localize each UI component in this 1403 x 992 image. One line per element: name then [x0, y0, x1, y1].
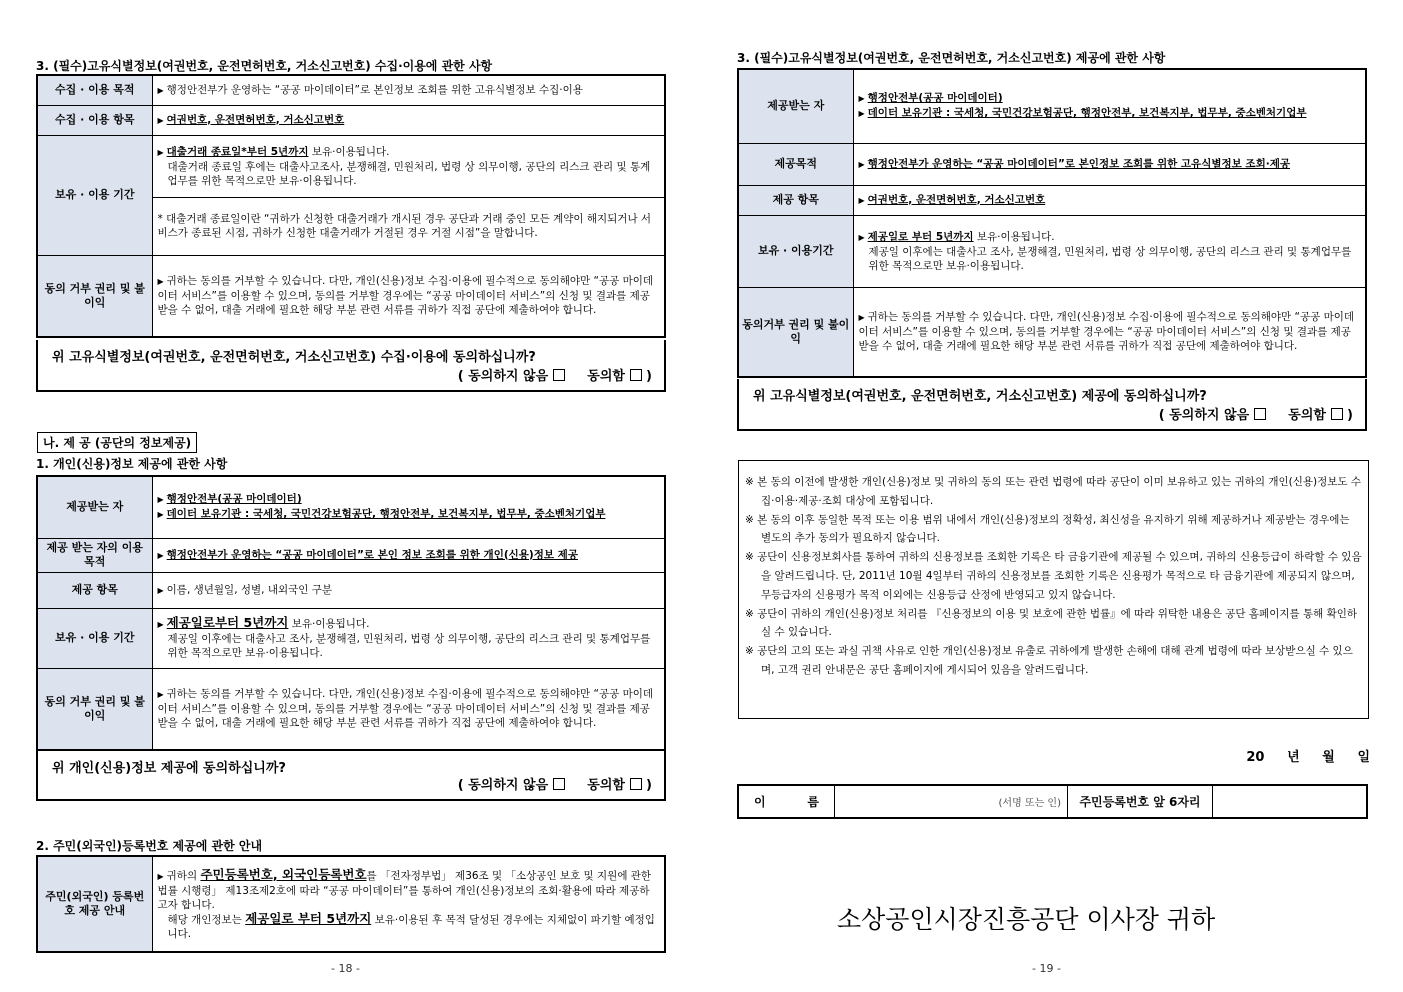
- row-label: 보유 · 이용 기간: [37, 608, 152, 668]
- row-label: 제공받는 자: [738, 69, 853, 143]
- notice-box: [738, 460, 1369, 719]
- row-label: 동의거부 권리 및 불이익: [738, 287, 853, 377]
- notice-item: ※ 본 동의 이후 동일한 목적 또는 이용 범위 내에서 개인(신용)정보의 정확성, 최신성을 유지하기 위해 제공하거나 제공받는 경우에는 별도의 추가 동의가 필요하지 않습니다.: [745, 513, 1350, 545]
- date-line: 20 년 월 일: [1246, 750, 1370, 765]
- row-value: ▶ 제공일로부터 5년까지 보유·이용됩니다. 제공일 이후에는 대출사고 조사, 분쟁해결, 민원처리, 법령 상 의무이행, 공단의 리스크 관리 및 통계업무를 위한 목적으로만 보유·이용됩니다.: [152, 608, 665, 668]
- row-value: ▶ 제공일로 부터 5년까지 보유·이용됩니다. 제공일 이후에는 대출사고 조사, 분쟁해결, 민원처리, 법령 상 의무이행, 공단의 리스크 관리 및 통계업무를 위한 목적으로만 보유·이용됩니다.: [853, 215, 1366, 287]
- agree-checkbox[interactable]: [630, 778, 642, 790]
- left-na-heading: 나. 제 공 (공단의 정보제공): [37, 432, 197, 453]
- notice-item: ※ 공단이 귀하의 개인(신용)정보 처리를 『신용정보의 이용 및 보호에 관한 법률』에 따라 위탁한 내용은 공단 홈페이지를 통해 확인하실 수 있습니다.: [745, 607, 1358, 639]
- agree-checkbox[interactable]: [1331, 408, 1343, 420]
- left-provision1-heading: 1. 개인(신용)정보 제공에 관한 사항: [36, 457, 228, 471]
- row-value: ▶ 행정안전부(공공 마이데이터) ▶ 데이터 보유기관 : 국세청, 국민건강보험공단, 행정안전부, 보건복지부, 법무부, 중소벤처기업부: [152, 476, 665, 538]
- row-label: 수집 · 이용 항목: [37, 105, 152, 135]
- id-number-label: 주민등록번호 앞 6자리: [1068, 786, 1213, 817]
- row-label: 수집 · 이용 목적: [37, 75, 152, 105]
- row-label: 제공 항목: [37, 572, 152, 608]
- decline-checkbox[interactable]: [553, 369, 565, 381]
- signature-hint: (서명 또는 인): [998, 798, 1061, 809]
- right-unique-id-provision-table: [737, 68, 1367, 378]
- row-value: ▶ 귀하의 주민등록번호, 외국인등록번호를 「전자정부법」 제36조 및 「소상공인 보호 및 지원에 관한 법률 시행령」 제13조제2호에 따라 “공공 마이데이터”를 통하여 개인(신용)정보의 조회·활용에 따라 제공하고자 합니다. 해당 개인정보는 제공일로 부터 5년까지 보유·이용된 후 목적 달성된 경우에는 지체없이 파기할 예정입니다.: [152, 856, 665, 952]
- agree-checkbox[interactable]: [630, 369, 642, 381]
- left-consent-question-1: 위 고유식별정보(여권번호, 운전면허번호, 거소신고번호) 수집·이용에 동의하십니까? ( 동의하지 않음 동의함 ): [36, 340, 666, 392]
- notice-item: ※ 본 동의 이전에 발생한 개인(신용)정보 및 귀하의 동의 또는 관련 법령에 따라 공단이 이미 보유하고 있는 귀하의 개인(신용)정보도 수집·이용·제공·조회 대상에 포함됩니다.: [745, 476, 1362, 507]
- notice-item: ※ 공단이 신용정보회사를 통하여 귀하의 신용정보를 조회한 기록은 타 금융기관에 제공될 수 있으며, 귀하의 신용등급이 하락할 수 있음을 알려드립니다. 단, 2011년 10월 4일부터 귀하의 신용정보를 조회한 기록은 신용평가 목적으로 타 금융기관에 제공되지 않으며, 무등급자의 신용평가 목적 이외에는 신용등급 산정에 반영되고 있지 않습니다.: [745, 551, 1362, 601]
- row-label: 동의 거부 권리 및 불이익: [37, 255, 152, 337]
- row-label: 제공받는 자: [37, 476, 152, 538]
- right-consent-question: 위 고유식별정보(여권번호, 운전면허번호, 거소신고번호) 제공에 동의하십니까? ( 동의하지 않음 동의함 ): [737, 379, 1367, 431]
- row-value: ▶ 대출거래 종료일*부터 5년까지 보유·이용됩니다. 대출거래 종료일 후에는 대출사고조사, 분쟁해결, 민원처리, 법령 상 의무이행, 공단의 리스크 관리 및 통계업무를 위한 목적으로만 보유·이용됩니다.: [152, 135, 665, 197]
- row-value: ▶ 여권번호, 운전면허번호, 거소신고번호: [152, 105, 665, 135]
- left-resident-number-table: [36, 855, 666, 953]
- row-label: 제공 항목: [738, 185, 853, 215]
- decline-checkbox[interactable]: [1254, 408, 1266, 420]
- id-number-field[interactable]: [1213, 786, 1366, 817]
- row-label: 동의 거부 권리 및 불이익: [37, 668, 152, 750]
- left-unique-id-collection-table: [36, 74, 666, 338]
- row-footnote: * 대출거래 종료일이란 “귀하가 신청한 대출거래가 개시된 경우 공단과 거래 중인 모든 계약이 해지되거나 서비스가 종료된 시점, 귀하가 신청한 대출거래가 거절된 경우 거절 시점”을 말합니다.: [152, 197, 665, 255]
- signature-row: [737, 784, 1368, 819]
- name-label: 이 름: [739, 786, 835, 817]
- row-value: ▶ 행정안전부가 운영하는 “공공 마이데이터”로 본인 정보 조회를 위한 개인(신용)정보 제공: [152, 538, 665, 572]
- row-label: 제공 받는 자의 이용 목적: [37, 538, 152, 572]
- notice-item: ※ 공단의 고의 또는 과실 귀책 사유로 인한 개인(신용)정보 유출로 귀하에게 발생한 손해에 대해 관계 법령에 따라 보상받으실 수 있으며, 고객 권리 안내문은 공단 홈페이지에 게시되어 있음을 알려드립니다.: [745, 645, 1353, 676]
- row-value: ▶ 이름, 생년월일, 성별, 내외국인 구분: [152, 572, 665, 608]
- left-consent-question-2: 위 개인(신용)정보 제공에 동의하십니까? ( 동의하지 않음 동의함 ): [36, 751, 666, 801]
- row-label: 보유 · 이용 기간: [37, 135, 152, 255]
- right-page-number: - 19 -: [1032, 962, 1061, 975]
- left-page-number: - 18 -: [331, 962, 360, 975]
- row-value: ▶ 귀하는 동의를 거부할 수 있습니다. 다만, 개인(신용)정보 수집·이용에 필수적으로 동의해야만 “공공 마이데이터 서비스”를 이용할 수 있으며, 동의를 거부할 경우에는 “공공 마이데이터 서비스”의 신청 및 결과를 제공받을 수 없어, 대출 거래에 필요한 해당 부분 관련 서류를 귀하가 직접 공단에 제출하여야 합니다.: [152, 255, 665, 337]
- decline-checkbox[interactable]: [553, 778, 565, 790]
- right-section3-heading: 3. (필수)고유식별정보(여권번호, 운전면허번호, 거소신고번호) 제공에 관한 사항: [737, 51, 1166, 65]
- row-label: 제공목적: [738, 143, 853, 185]
- row-value: ▶ 행정안전부가 운영하는 “공공 마이데이터”로 본인정보 조회를 위한 고유식별정보 수집·이용: [152, 75, 665, 105]
- left-credit-info-provision-table: [36, 475, 666, 751]
- row-label: 보유 · 이용기간: [738, 215, 853, 287]
- row-value: ▶ 귀하는 동의를 거부할 수 있습니다. 다만, 개인(신용)정보 수집·이용에 필수적으로 동의해야만 “공공 마이데이터 서비스”를 이용할 수 있으며, 동의를 거부할 경우에는 “공공 마이데이터 서비스”의 신청 및 결과를 제공받을 수 없어, 대출 거래에 필요한 해당 부분 관련 서류를 귀하가 직접 공단에 제출하여야 합니다.: [152, 668, 665, 750]
- row-value: ▶ 행정안전부가 운영하는 “공공 마이데이터”로 본인정보 조회를 위한 고유식별정보 조회·제공: [853, 143, 1366, 185]
- left-section3-heading: 3. (필수)고유식별정보(여권번호, 운전면허번호, 거소신고번호) 수집·이용에 관한 사항: [36, 59, 493, 73]
- signature-field[interactable]: [835, 786, 1068, 817]
- row-value: ▶ 귀하는 동의를 거부할 수 있습니다. 다만, 개인(신용)정보 수집·이용에 필수적으로 동의해야만 “공공 마이데이터 서비스”를 이용할 수 있으며, 동의를 거부할 경우에는 “공공 마이데이터 서비스”의 신청 및 결과를 제공받을 수 없어, 대출 거래에 필요한 해당 부분 관련 서류를 귀하가 직접 공단에 제출하여야 합니다.: [853, 287, 1366, 377]
- left-provision2-heading: 2. 주민(외국인)등록번호 제공에 관한 안내: [36, 839, 263, 853]
- addressee: 소상공인시장진흥공단 이사장 귀하: [837, 905, 1216, 934]
- row-label: 주민(외국인) 등록번호 제공 안내: [37, 856, 152, 952]
- row-value: ▶ 여권번호, 운전면허번호, 거소신고번호: [853, 185, 1366, 215]
- row-value: ▶ 행정안전부(공공 마이데이터) ▶ 데이터 보유기관 : 국세청, 국민건강보험공단, 행정안전부, 보건복지부, 법무부, 중소벤처기업부: [853, 69, 1366, 143]
